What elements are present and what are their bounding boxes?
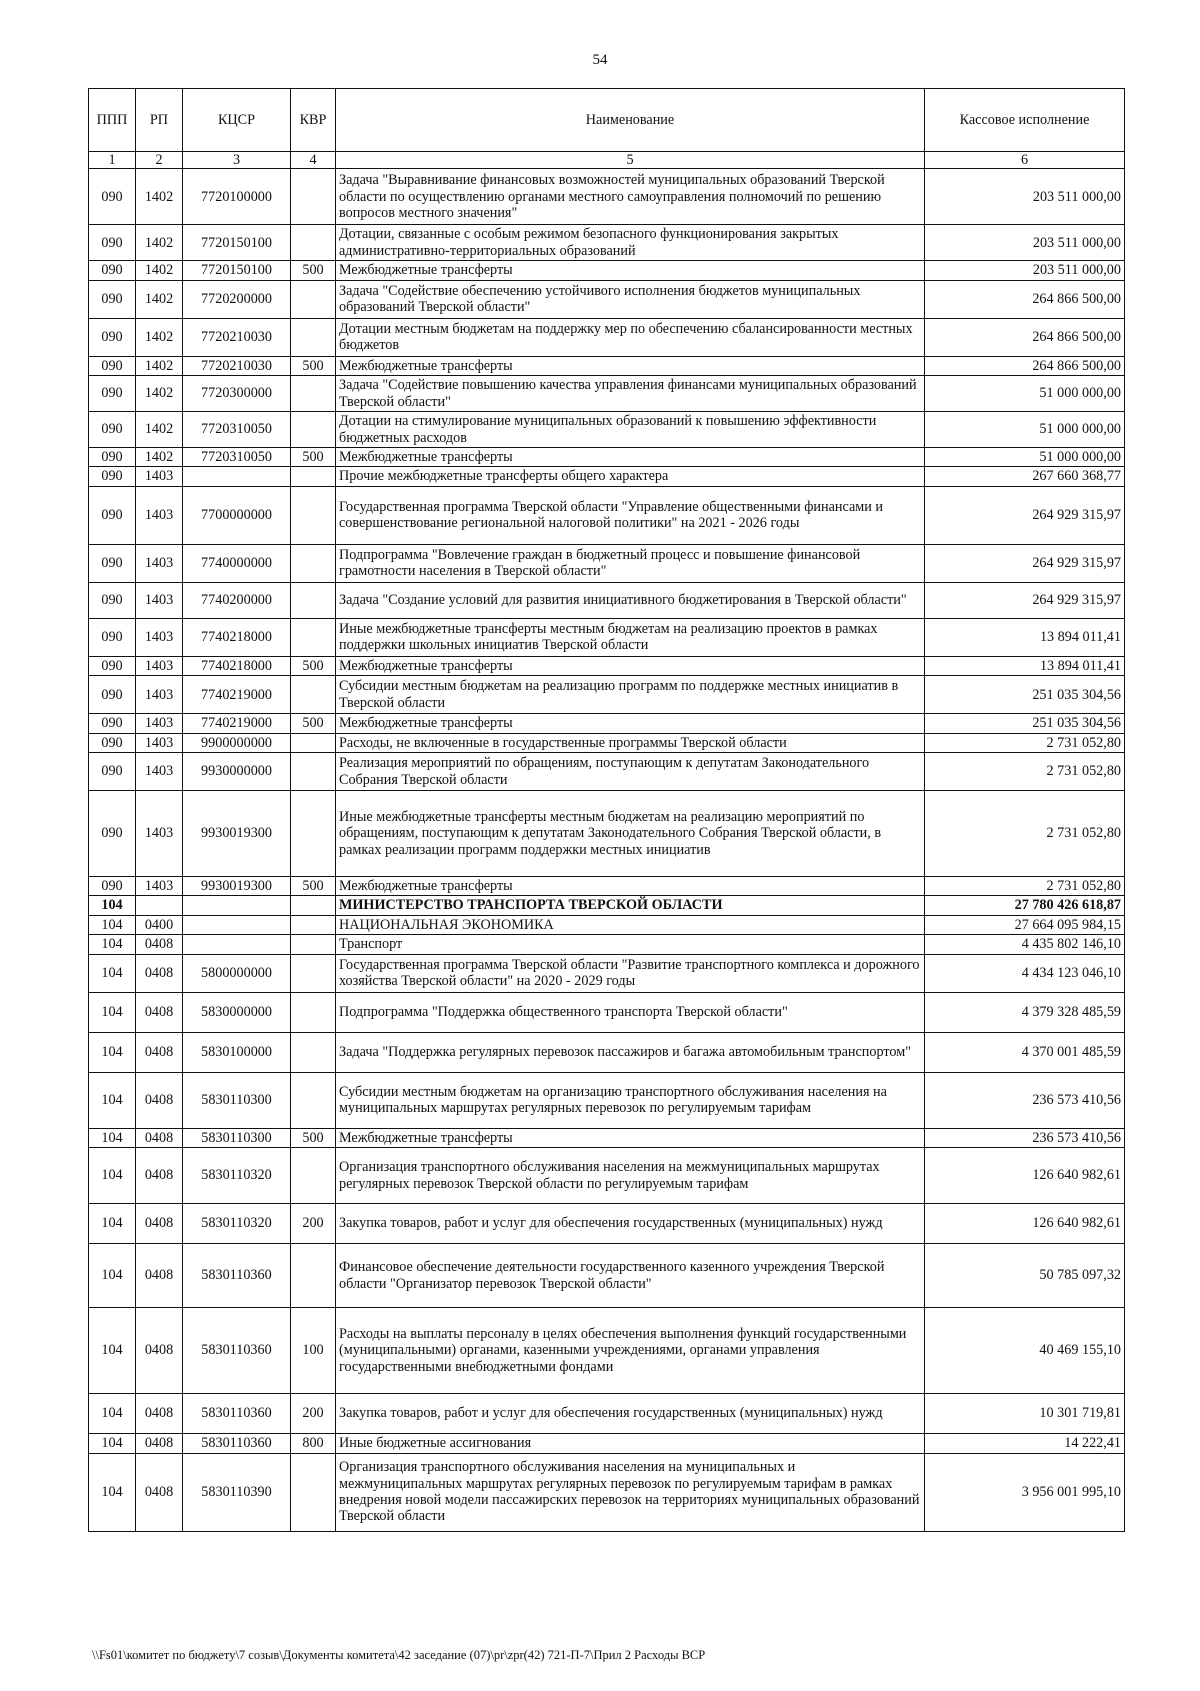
table-row — [89, 992, 1125, 1032]
table-row — [89, 656, 1125, 675]
table-row — [89, 1128, 1125, 1147]
col-index: 5 — [336, 152, 925, 169]
cell-kcsr: 7700000000 — [183, 486, 291, 544]
table-row — [89, 261, 1125, 280]
cell-rp: 1402 — [136, 261, 183, 280]
cell-amount: 50 785 097,32 — [925, 1244, 1125, 1308]
cell-name: Организация транспортного обслуживания населения на муниципальных и межмуниципальных маршрутах регулярных перевозок по регулируемым тарифам в рамках внедрения новой модели пассажирских перевозок на территориях муниципальных образований Тверской области — [336, 1453, 925, 1531]
cell-kcsr: 5830110360 — [183, 1244, 291, 1308]
table-row — [89, 544, 1125, 582]
cell-amount: 4 434 123 046,10 — [925, 954, 1125, 992]
cell-kcsr — [183, 935, 291, 954]
table-row — [89, 1072, 1125, 1128]
cell-kcsr: 7720150100 — [183, 261, 291, 280]
cell-amount: 2 731 052,80 — [925, 753, 1125, 791]
cell-amount: 10 301 719,81 — [925, 1394, 1125, 1434]
cell-ppp: 090 — [89, 261, 136, 280]
cell-rp: 1402 — [136, 356, 183, 375]
cell-name: Закупка товаров, работ и услуг для обеспечения государственных (муниципальных) нужд — [336, 1394, 925, 1434]
cell-kcsr: 7720100000 — [183, 169, 291, 225]
cell-ppp: 104 — [89, 1148, 136, 1204]
cell-kvr — [291, 1032, 336, 1072]
cell-rp: 1403 — [136, 676, 183, 714]
cell-kvr: 500 — [291, 656, 336, 675]
cell-kcsr: 5830110360 — [183, 1308, 291, 1394]
cell-name: НАЦИОНАЛЬНАЯ ЭКОНОМИКА — [336, 915, 925, 934]
cell-rp: 1403 — [136, 656, 183, 675]
cell-name: Межбюджетные трансферты — [336, 877, 925, 896]
cell-rp: 1402 — [136, 318, 183, 356]
cell-rp: 1402 — [136, 448, 183, 467]
col-header-amount: Кассовое исполнение — [925, 89, 1125, 152]
cell-ppp: 104 — [89, 1128, 136, 1147]
footer-file-path: \\Fs01\комитет по бюджету\7 созыв\Документы комитета\42 заседание (07)\pr\zpr(42) 721-П-7\Прил 2 Расходы ВСР — [92, 1648, 706, 1662]
cell-kvr — [291, 225, 336, 261]
table-row — [89, 1148, 1125, 1204]
cell-ppp: 090 — [89, 877, 136, 896]
cell-kcsr: 7740219000 — [183, 676, 291, 714]
table-row — [89, 467, 1125, 486]
table-row — [89, 225, 1125, 261]
cell-ppp: 090 — [89, 544, 136, 582]
cell-kcsr: 9930019300 — [183, 791, 291, 877]
cell-rp: 0408 — [136, 1148, 183, 1204]
cell-ppp: 090 — [89, 791, 136, 877]
table-body — [89, 169, 1125, 1531]
cell-kcsr: 7740219000 — [183, 714, 291, 733]
cell-amount: 2 731 052,80 — [925, 791, 1125, 877]
cell-kvr — [291, 676, 336, 714]
table-row — [89, 714, 1125, 733]
cell-amount: 3 956 001 995,10 — [925, 1453, 1125, 1531]
table-row — [89, 753, 1125, 791]
cell-ppp: 090 — [89, 486, 136, 544]
cell-kvr: 200 — [291, 1394, 336, 1434]
cell-kcsr — [183, 467, 291, 486]
table-row — [89, 733, 1125, 752]
cell-kvr: 500 — [291, 356, 336, 375]
cell-name: Транспорт — [336, 935, 925, 954]
cell-rp: 0408 — [136, 1308, 183, 1394]
table-row — [89, 412, 1125, 448]
column-index-row — [89, 152, 1125, 169]
cell-ppp: 104 — [89, 1434, 136, 1453]
cell-name: Государственная программа Тверской области "Развитие транспортного комплекса и дорожного хозяйства Тверской области" на 2020 - 2029 годы — [336, 954, 925, 992]
cell-name: Дотации, связанные с особым режимом безопасного функционирования закрытых административно-территориальных образований — [336, 225, 925, 261]
cell-kvr — [291, 280, 336, 318]
cell-rp: 0408 — [136, 992, 183, 1032]
cell-kvr — [291, 935, 336, 954]
cell-kcsr: 7720200000 — [183, 280, 291, 318]
cell-name: Межбюджетные трансферты — [336, 656, 925, 675]
cell-amount: 251 035 304,56 — [925, 714, 1125, 733]
cell-kvr — [291, 486, 336, 544]
cell-kvr — [291, 618, 336, 656]
cell-kvr — [291, 318, 336, 356]
col-index: 2 — [136, 152, 183, 169]
cell-amount: 13 894 011,41 — [925, 618, 1125, 656]
cell-amount: 203 511 000,00 — [925, 261, 1125, 280]
cell-rp: 1402 — [136, 376, 183, 412]
cell-kcsr: 5830110360 — [183, 1434, 291, 1453]
page-number: 54 — [592, 52, 608, 68]
cell-kcsr: 5830110360 — [183, 1394, 291, 1434]
cell-kvr — [291, 169, 336, 225]
cell-kvr: 500 — [291, 448, 336, 467]
cell-rp: 0408 — [136, 1394, 183, 1434]
cell-name: Организация транспортного обслуживания населения на межмуниципальных маршрутах регулярных перевозок Тверской области по регулируемым тарифам — [336, 1148, 925, 1204]
cell-name: Межбюджетные трансферты — [336, 356, 925, 375]
cell-rp: 1402 — [136, 412, 183, 448]
cell-ppp: 104 — [89, 1308, 136, 1394]
cell-name: Задача "Содействие повышению качества управления финансами муниципальных образований Тверской области" — [336, 376, 925, 412]
cell-kcsr: 7740200000 — [183, 582, 291, 618]
cell-name: Субсидии местным бюджетам на реализацию программ по поддержке местных инициатив в Тверской области — [336, 676, 925, 714]
cell-kcsr: 9930019300 — [183, 877, 291, 896]
cell-name: Расходы на выплаты персоналу в целях обеспечения выполнения функций государственными (муниципальными) органами, казенными учреждениями, органами управления государственными внебюджетными фондами — [336, 1308, 925, 1394]
cell-ppp: 090 — [89, 714, 136, 733]
cell-amount: 27 664 095 984,15 — [925, 915, 1125, 934]
table-row — [89, 1394, 1125, 1434]
cell-kcsr — [183, 915, 291, 934]
cell-ppp: 104 — [89, 1204, 136, 1244]
budget-table — [88, 88, 1125, 1532]
col-index: 6 — [925, 152, 1125, 169]
table-row — [89, 791, 1125, 877]
cell-kvr: 500 — [291, 714, 336, 733]
cell-rp: 1403 — [136, 582, 183, 618]
cell-amount: 267 660 368,77 — [925, 467, 1125, 486]
cell-kcsr: 7720310050 — [183, 412, 291, 448]
cell-amount: 264 866 500,00 — [925, 280, 1125, 318]
col-index: 4 — [291, 152, 336, 169]
cell-amount: 126 640 982,61 — [925, 1204, 1125, 1244]
col-header-kvr: КВР — [291, 89, 336, 152]
cell-name: МИНИСТЕРСТВО ТРАНСПОРТА ТВЕРСКОЙ ОБЛАСТИ — [336, 896, 925, 915]
cell-amount: 13 894 011,41 — [925, 656, 1125, 675]
table-row — [89, 356, 1125, 375]
table-row — [89, 280, 1125, 318]
cell-kvr: 500 — [291, 877, 336, 896]
cell-amount: 264 866 500,00 — [925, 356, 1125, 375]
cell-name: Государственная программа Тверской области "Управление общественными финансами и совершенствование региональной налоговой политики" на 2021 - 2026 годы — [336, 486, 925, 544]
cell-amount: 236 573 410,56 — [925, 1072, 1125, 1128]
cell-name: Иные межбюджетные трансферты местным бюджетам на реализацию проектов в рамках поддержки школьных инициатив Тверской области — [336, 618, 925, 656]
cell-amount: 236 573 410,56 — [925, 1128, 1125, 1147]
cell-name: Задача "Поддержка регулярных перевозок пассажиров и багажа автомобильным транспортом" — [336, 1032, 925, 1072]
cell-kcsr: 7720210030 — [183, 356, 291, 375]
cell-ppp: 090 — [89, 169, 136, 225]
cell-ppp: 090 — [89, 356, 136, 375]
cell-kcsr: 7720310050 — [183, 448, 291, 467]
cell-ppp: 104 — [89, 1072, 136, 1128]
cell-ppp: 090 — [89, 280, 136, 318]
cell-amount: 264 929 315,97 — [925, 544, 1125, 582]
cell-amount: 4 379 328 485,59 — [925, 992, 1125, 1032]
cell-kvr — [291, 753, 336, 791]
cell-kvr — [291, 1453, 336, 1531]
cell-rp: 1403 — [136, 714, 183, 733]
cell-amount: 4 370 001 485,59 — [925, 1032, 1125, 1072]
cell-rp: 0408 — [136, 1128, 183, 1147]
cell-kvr — [291, 544, 336, 582]
cell-amount: 251 035 304,56 — [925, 676, 1125, 714]
cell-kcsr: 5830110390 — [183, 1453, 291, 1531]
cell-rp: 1402 — [136, 169, 183, 225]
cell-kvr — [291, 954, 336, 992]
table-row — [89, 1244, 1125, 1308]
cell-ppp: 104 — [89, 1394, 136, 1434]
cell-rp: 0400 — [136, 915, 183, 934]
cell-amount: 126 640 982,61 — [925, 1148, 1125, 1204]
cell-name: Межбюджетные трансферты — [336, 714, 925, 733]
cell-kcsr: 5800000000 — [183, 954, 291, 992]
table-row — [89, 169, 1125, 225]
cell-kcsr: 9930000000 — [183, 753, 291, 791]
cell-ppp: 090 — [89, 733, 136, 752]
cell-name: Расходы, не включенные в государственные программы Тверской области — [336, 733, 925, 752]
table-row — [89, 1308, 1125, 1394]
cell-amount: 4 435 802 146,10 — [925, 935, 1125, 954]
cell-ppp: 090 — [89, 676, 136, 714]
cell-kvr — [291, 412, 336, 448]
cell-kvr — [291, 992, 336, 1032]
cell-ppp: 090 — [89, 318, 136, 356]
cell-amount: 51 000 000,00 — [925, 448, 1125, 467]
col-index: 1 — [89, 152, 136, 169]
cell-name: Иные бюджетные ассигнования — [336, 1434, 925, 1453]
cell-amount: 27 780 426 618,87 — [925, 896, 1125, 915]
cell-amount: 2 731 052,80 — [925, 733, 1125, 752]
cell-kvr — [291, 896, 336, 915]
table-row — [89, 896, 1125, 915]
cell-kvr — [291, 915, 336, 934]
table-row — [89, 448, 1125, 467]
cell-kvr: 100 — [291, 1308, 336, 1394]
cell-ppp: 104 — [89, 1032, 136, 1072]
cell-amount: 2 731 052,80 — [925, 877, 1125, 896]
cell-kcsr: 9900000000 — [183, 733, 291, 752]
table-row — [89, 1453, 1125, 1531]
cell-rp: 0408 — [136, 1244, 183, 1308]
cell-kcsr: 5830100000 — [183, 1032, 291, 1072]
cell-name: Подпрограмма "Поддержка общественного транспорта Тверской области" — [336, 992, 925, 1032]
cell-ppp: 104 — [89, 1453, 136, 1531]
cell-ppp: 090 — [89, 618, 136, 656]
cell-kcsr: 5830110300 — [183, 1128, 291, 1147]
cell-ppp: 104 — [89, 992, 136, 1032]
cell-kcsr: 5830110320 — [183, 1148, 291, 1204]
cell-rp: 1403 — [136, 486, 183, 544]
table-row — [89, 486, 1125, 544]
cell-kcsr: 5830000000 — [183, 992, 291, 1032]
cell-amount: 14 222,41 — [925, 1434, 1125, 1453]
cell-ppp: 090 — [89, 225, 136, 261]
cell-ppp: 104 — [89, 1244, 136, 1308]
table-row — [89, 954, 1125, 992]
cell-name: Реализация мероприятий по обращениям, поступающим к депутатам Законодательного Собрания Тверской области — [336, 753, 925, 791]
cell-name: Дотации местным бюджетам на поддержку мер по обеспечению сбалансированности местных бюджетов — [336, 318, 925, 356]
table-row — [89, 935, 1125, 954]
cell-name: Межбюджетные трансферты — [336, 261, 925, 280]
cell-ppp: 090 — [89, 582, 136, 618]
cell-kvr — [291, 1148, 336, 1204]
cell-rp: 1403 — [136, 733, 183, 752]
cell-rp: 0408 — [136, 954, 183, 992]
cell-kcsr: 5830110300 — [183, 1072, 291, 1128]
table-row — [89, 915, 1125, 934]
cell-name: Субсидии местным бюджетам на организацию транспортного обслуживания населения на муниципальных маршрутах регулярных перевозок по регулируемым тарифам — [336, 1072, 925, 1128]
cell-ppp: 090 — [89, 412, 136, 448]
table-row — [89, 376, 1125, 412]
cell-ppp: 090 — [89, 376, 136, 412]
cell-rp: 1403 — [136, 467, 183, 486]
cell-name: Задача "Выравнивание финансовых возможностей муниципальных образований Тверской области по осуществлению органами местного самоуправления полномочий по решению вопросов местного значения" — [336, 169, 925, 225]
cell-amount: 264 866 500,00 — [925, 318, 1125, 356]
table-row — [89, 1204, 1125, 1244]
cell-name: Межбюджетные трансферты — [336, 448, 925, 467]
cell-kvr: 200 — [291, 1204, 336, 1244]
cell-rp: 1403 — [136, 877, 183, 896]
cell-kvr: 500 — [291, 261, 336, 280]
cell-rp: 0408 — [136, 1072, 183, 1128]
cell-ppp: 104 — [89, 896, 136, 915]
cell-rp: 0408 — [136, 1434, 183, 1453]
cell-name: Задача "Содействие обеспечению устойчивого исполнения бюджетов муниципальных образований Тверской области" — [336, 280, 925, 318]
cell-rp: 1402 — [136, 225, 183, 261]
cell-kcsr: 5830110320 — [183, 1204, 291, 1244]
cell-amount: 40 469 155,10 — [925, 1308, 1125, 1394]
col-header-rp: РП — [136, 89, 183, 152]
cell-name: Иные межбюджетные трансферты местным бюджетам на реализацию мероприятий по обращениям, поступающим к депутатам Законодательного Собрания Тверской области, в рамках реализации программ поддержки местных инициатив — [336, 791, 925, 877]
cell-kvr — [291, 791, 336, 877]
cell-name: Дотации на стимулирование муниципальных образований к повышению эффективности бюджетных расходов — [336, 412, 925, 448]
cell-amount: 264 929 315,97 — [925, 486, 1125, 544]
table-row — [89, 318, 1125, 356]
cell-rp: 0408 — [136, 1453, 183, 1531]
cell-kvr — [291, 376, 336, 412]
cell-name: Закупка товаров, работ и услуг для обеспечения государственных (муниципальных) нужд — [336, 1204, 925, 1244]
cell-name: Задача "Создание условий для развития инициативного бюджетирования в Тверской области" — [336, 582, 925, 618]
cell-rp: 1402 — [136, 280, 183, 318]
cell-rp: 0408 — [136, 1032, 183, 1072]
col-header-name: Наименование — [336, 89, 925, 152]
cell-rp — [136, 896, 183, 915]
cell-amount: 203 511 000,00 — [925, 169, 1125, 225]
cell-kvr — [291, 1072, 336, 1128]
cell-ppp: 104 — [89, 954, 136, 992]
header-row — [89, 89, 1125, 152]
table-row — [89, 1032, 1125, 1072]
cell-kvr — [291, 582, 336, 618]
cell-amount: 51 000 000,00 — [925, 376, 1125, 412]
cell-ppp: 104 — [89, 935, 136, 954]
cell-amount: 264 929 315,97 — [925, 582, 1125, 618]
cell-kvr: 800 — [291, 1434, 336, 1453]
cell-ppp: 090 — [89, 656, 136, 675]
table-row — [89, 582, 1125, 618]
cell-ppp: 090 — [89, 753, 136, 791]
cell-ppp: 104 — [89, 915, 136, 934]
cell-kcsr: 7720150100 — [183, 225, 291, 261]
col-header-ppp: ППП — [89, 89, 136, 152]
cell-rp: 1403 — [136, 791, 183, 877]
cell-kvr — [291, 1244, 336, 1308]
cell-kcsr — [183, 896, 291, 915]
cell-kvr: 500 — [291, 1128, 336, 1147]
cell-rp: 1403 — [136, 753, 183, 791]
cell-name: Межбюджетные трансферты — [336, 1128, 925, 1147]
cell-kcsr: 7740000000 — [183, 544, 291, 582]
cell-ppp: 090 — [89, 467, 136, 486]
table-row — [89, 1434, 1125, 1453]
cell-kvr — [291, 467, 336, 486]
cell-rp: 1403 — [136, 618, 183, 656]
cell-name: Подпрограмма "Вовлечение граждан в бюджетный процесс и повышение финансовой грамотности населения в Тверской области" — [336, 544, 925, 582]
cell-rp: 0408 — [136, 1204, 183, 1244]
cell-kcsr: 7720300000 — [183, 376, 291, 412]
cell-kcsr: 7740218000 — [183, 618, 291, 656]
table-row — [89, 676, 1125, 714]
col-header-kcsr: КЦСР — [183, 89, 291, 152]
col-index: 3 — [183, 152, 291, 169]
cell-rp: 1403 — [136, 544, 183, 582]
table-row — [89, 877, 1125, 896]
table-row — [89, 618, 1125, 656]
cell-ppp: 090 — [89, 448, 136, 467]
cell-rp: 0408 — [136, 935, 183, 954]
cell-name: Финансовое обеспечение деятельности государственного казенного учреждения Тверской области "Организатор перевозок Тверской области" — [336, 1244, 925, 1308]
cell-amount: 203 511 000,00 — [925, 225, 1125, 261]
cell-kcsr: 7740218000 — [183, 656, 291, 675]
cell-name: Прочие межбюджетные трансферты общего характера — [336, 467, 925, 486]
cell-kcsr: 7720210030 — [183, 318, 291, 356]
cell-kvr — [291, 733, 336, 752]
cell-amount: 51 000 000,00 — [925, 412, 1125, 448]
